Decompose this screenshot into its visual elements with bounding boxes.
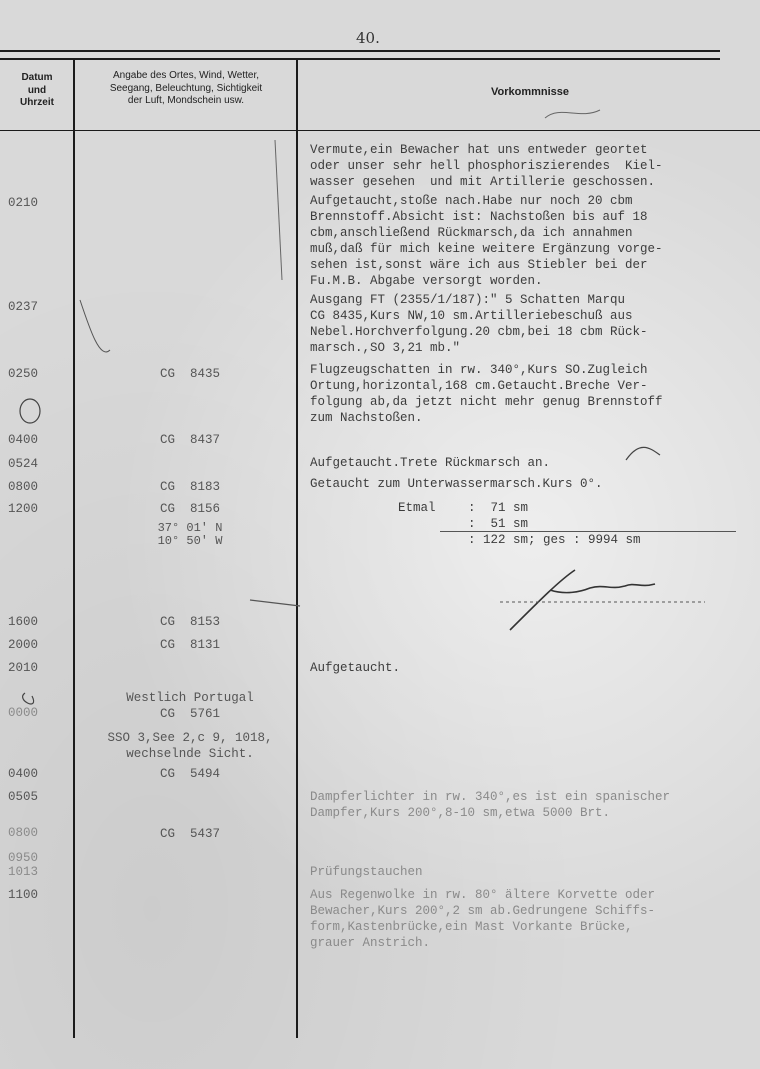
event-text: Prüfungstauchen [310,865,423,879]
entry-time: 0237 [8,300,39,314]
position: Westlich Portugal CG 5761 [126,691,254,721]
header-vorkommnisse: Vorkommnisse [490,86,570,98]
column-divider-2 [296,58,298,1038]
header-rule-top [0,58,720,60]
header-rule-bottom [0,130,760,131]
event-text: Aus Regenwolke in rw. 80° ältere Korvette oder Bewacher,Kurs 200°,2 sm ab.Gedrungene Schiffs- form,Kastenbrücke,ein Mast Vorkante Brücke, grauer Anstrich. [310,888,656,950]
event-text: Aufgetaucht. [310,661,401,675]
entry-time: 1100 [8,888,39,902]
entry-time: 0950 1013 [8,851,39,879]
entry-time: 2010 [8,661,39,675]
header-datum: Datum und Uhrzeit [20,72,54,108]
entry-time: 0400 [8,767,39,781]
position: CG 8131 [159,638,220,652]
entry-time: 0400 [8,433,39,447]
header-ort: Angabe des Ortes, Wind, Wetter, Seegang, Beleuchtung, Sichtigkeit der Luft, Mondschein usw. [109,70,263,106]
entry-time: 2000 [8,638,39,652]
position: CG 8183 [159,480,220,494]
entry-time: 0210 [8,196,39,210]
entry-time: 0800 [8,480,39,494]
entry-time: 0505 [8,790,39,804]
etmal-line-2: : 51 sm [468,517,529,531]
etmal-line-1: : 71 sm [468,501,529,515]
signature [490,560,710,650]
position: CG 5494 [159,767,220,781]
page-number: 40. [356,29,380,47]
entry-time: 0000 [8,706,39,720]
event-text: Getaucht zum Unterwassermarsch.Kurs 0°. [310,477,603,491]
position: CG 8437 [159,433,220,447]
position: 37° 01' N 10° 50' W [157,521,223,548]
event-text: Flugzeugschatten in rw. 340°,Kurs SO.Zugleich Ortung,horizontal,168 cm.Getaucht.Breche Ver- folgung ab,da jetzt nicht mehr genug Brennstoff zum Nachstoßen. [310,363,663,425]
event-text: Vermute,ein Bewacher hat uns entweder geortet oder unser sehr hell phosphoriszierendes Kiel- wasser gesehen und mit Artillerie geschossen. [310,143,663,189]
position: CG 8435 [159,367,220,381]
entry-time: 0250 [8,367,39,381]
event-text: Aufgetaucht.Trete Rückmarsch an. [310,456,551,470]
event-text: Aufgetaucht,stoße nach.Habe nur noch 20 cbm Brennstoff.Absicht ist: Nachstoßen bis auf 18 cbm,anschließend Rückmarsch,da ich annahmen muß,daß für mich keine weitere Ergänzung vorge- sehen ist,sonst wäre ich aus Stiebler bei der Fu.M.B. Abgabe versorgt worden. [310,194,663,288]
entry-time: 0800 [8,826,39,840]
entry-time: 0524 [8,457,39,471]
entry-time: 1600 [8,615,39,629]
position: CG 8156 [159,502,220,516]
etmal-label: Etmal [398,501,436,515]
position: CG 8153 [159,615,220,629]
event-text: Dampferlichter in rw. 340°,es ist ein spanischer Dampfer,Kurs 200°,8-10 sm,etwa 5000 Brt. [310,790,671,820]
column-divider-1 [73,58,75,1038]
event-text: Ausgang FT (2355/1/187):" 5 Schatten Marqu CG 8435,Kurs NW,10 sm.Artilleriebeschuß aus Nebel.Horchverfolgung.20 cbm,bei 18 cbm Rück- marsch.,SO 3,21 mb." [310,293,648,355]
top-rule [0,50,720,52]
etmal-line-3: : 122 sm; ges : 9994 sm [468,533,641,547]
entry-time: 1200 [8,502,39,516]
position: SSO 3,See 2,c 9, 1018, wechselnde Sicht. [107,731,273,761]
position: CG 5437 [159,827,220,841]
